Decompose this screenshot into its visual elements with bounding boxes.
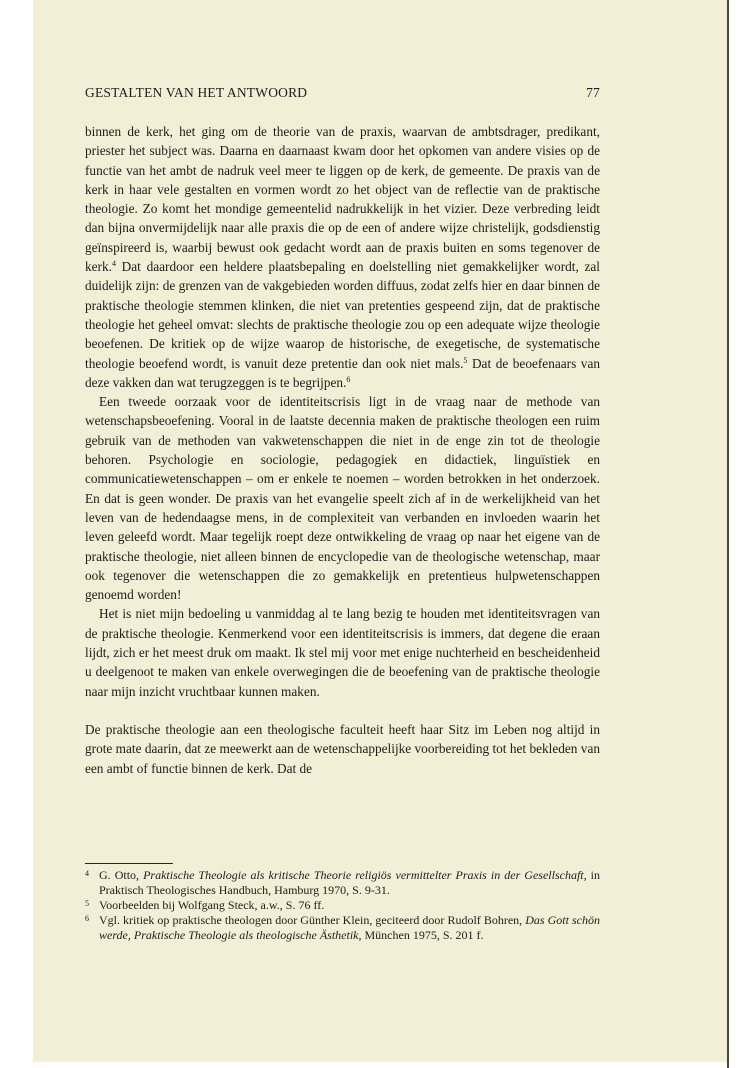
footnote-mark: 4 [85, 869, 89, 878]
footnote-mark: 5 [85, 899, 89, 908]
footnote-mark: 6 [85, 914, 89, 923]
footnote-rule [85, 863, 173, 864]
footnote-title: Praktische Theologie als kritische Theorie religiös vermittelter Praxis in der Gesellschaft, [143, 868, 587, 882]
footnotes [85, 868, 600, 943]
body-text [85, 122, 600, 778]
footnote-ref-5: 5 [463, 355, 468, 365]
paragraph-1-text-b: Dat daardoor een heldere plaatsbepaling en doelstelling niet gemakkelijker wordt, zal duidelijk zijn: de grenzen van de vakgebieden worden diffuus, zodat zelfs hier en daar binnen de praktische theologie stemmen klinken, die niet van pretenties gespeend zijn, dat de praktische theologie het geheel omvat: slechts de praktische theologie zou op een adequate wijze theologie beoefenen. De kritiek op de wijze waarop de historische, de exegetische, de systematische theologie beoefend wordt, is vanuit deze pretentie dan ook niet mals. [85, 259, 600, 371]
scan-edge [727, 0, 729, 1068]
footnote-6 [85, 913, 600, 943]
paragraph-1 [85, 122, 600, 392]
footnote-text: München 1975, S. 201 f. [361, 928, 484, 942]
paragraph-4: De praktische theologie aan een theologische faculteit heeft haar Sitz im Leben nog altijd in grote mate daarin, dat ze meewerkt aan de wetenschappelijke voorbereiding tot het bekleden van een ambt of functie binnen de kerk. Dat de [85, 721, 600, 776]
footnote-5 [85, 898, 600, 913]
footnote-text: Voorbeelden bij Wolfgang Steck, a.w., S. 76 ff. [99, 898, 325, 912]
footnote-text: G. Otto, [99, 868, 144, 882]
footnote-ref-6: 6 [346, 374, 351, 384]
footnote-text: in Praktisch Theologisches Handbuch, Hamburg 1970, S. 9-31. [99, 868, 600, 897]
running-title: GESTALTEN VAN HET ANTWOORD [85, 85, 308, 100]
paragraph-2: Een tweede oorzaak voor de identiteitscrisis ligt in de vraag naar de methode van wetenschapsbeoefening. Vooral in de laatste decennia maken de praktische theologen een ruim gebruik van de methoden van vakwetenschappen die niet in de enge zin tot de theologie behoren. Psychologie en sociologie, pedagogiek en didactiek, linguïstiek en communicatiewetenschappen – om er enkele te noemen – worden betrokken in het onderzoek. En dat is geen wonder. De praxis van het evangelie speelt zich af in de werkelijkheid van het leven van de hedendaagse mens, in de complexiteit van verbanden en invloeden waarin het leven geleefd wordt. Maar tegelijk roept deze ontwikkeling de vraag op naar het eigene van de praktische theologie, niet alleen binnen de encyclopedie van de theologische wetenschap, maar ook tegenover die wetenschappen die zo gemakkelijk en pretentieus hulpwetenschappen genoemd worden! [85, 394, 600, 603]
footnote-4 [85, 868, 600, 898]
paragraph-1-text-c: Dat de beoefenaars van deze vakken dan wat terugzeggen is te begrijpen. [85, 355, 600, 390]
footnote-ref-4: 4 [111, 259, 116, 269]
paragraph-1-text-a: binnen de kerk, het ging om de theorie van de praxis, waarvan de ambtsdrager, predikant, priester het subject was. Daarna en daarnaast kwam door het opkomen van andere visies op de functie van het ambt de nadruk veel meer te liggen op de kerk, de gemeente. De praxis van de kerk in haar vele gestalten en vormen wordt zo het object van de reflectie van de praktische theologie. Zo komt het mondige gemeentelid nadrukkelijk in het vizier. Deze verbreding leidt dan bijna onvermijdelijk naar alle praxis die op de een of andere wijze christelijk, godsdienstig geïnspireerd is, waarbij bewust ook gedacht wordt aan de praxis buiten en soms tegenover de kerk. [85, 124, 600, 275]
paragraph-3: Het is niet mijn bedoeling u vanmiddag al te lang bezig te houden met identiteitsvragen van de praktische theologie. Kenmerkend voor een identiteitscrisis is immers, dat degene die eraan lijdt, zich er het meest druk om maakt. Ik stel mij voor met enige nuchterheid en bescheidenheid u deelgenoot te maken van enkele overwegingen die de beoefening van de praktische theologie naar mijn inzicht vruchtbaar kunnen maken. [85, 606, 600, 699]
footnote-text: Vgl. kritiek op praktische theologen door Günther Klein, geciteerd door Rudolf Bohren, [99, 913, 526, 927]
page-number: 77 [586, 85, 600, 100]
footnote-title: Das Gott schön werde, Praktische Theologie als theologische Ästhetik, [99, 913, 600, 942]
